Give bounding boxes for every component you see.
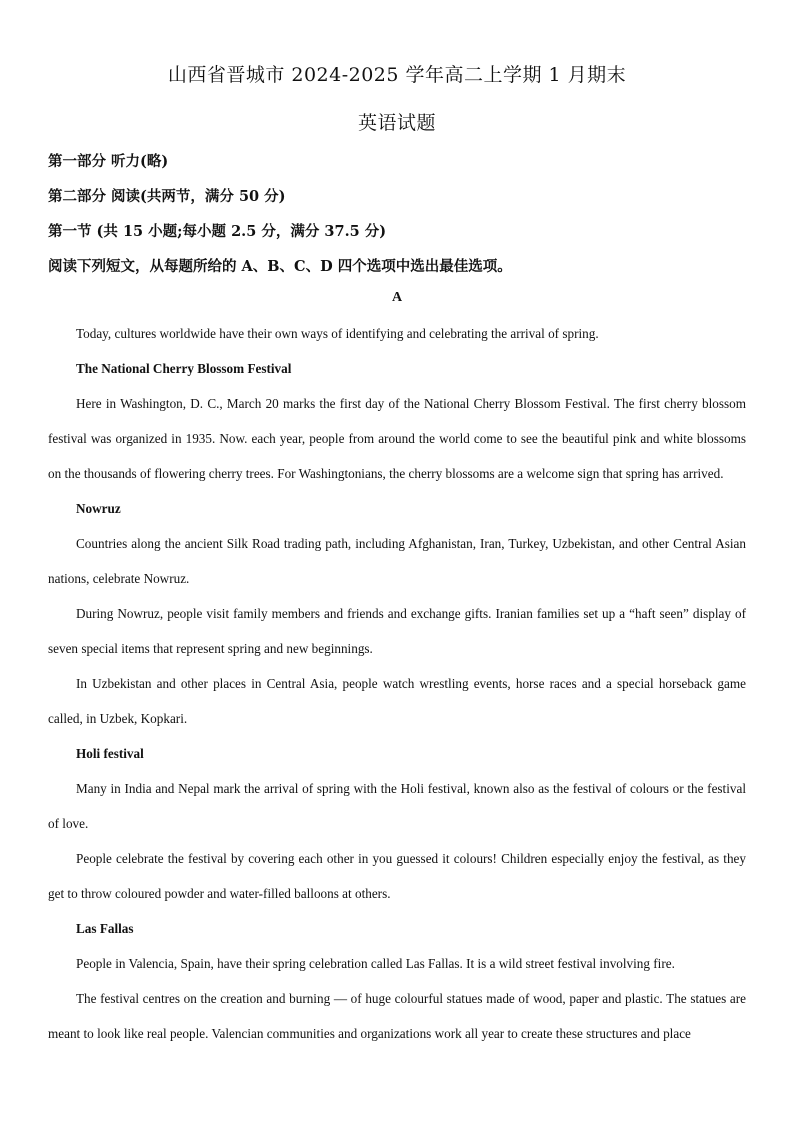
fallas-paragraph-2: The festival centres on the creation and burning — of huge colourful statues made of wood, paper and plastic. The statues are meant to look like real people. Valencian communities and organizations work all year to create these structures and place	[48, 991, 746, 1041]
nowruz-heading: Nowruz	[76, 501, 121, 516]
passage-label: A	[391, 290, 403, 305]
cherry-paragraph: Here in Washington, D. C., March 20 marks the first day of the National Cherry Blossom Festival. The first cherry blossom festival was organized in 1935. Now. each year, people from around the world come to see the beautiful pink and white blossoms on the thousands of flowering cherry trees. For Washingtonians, the cherry blossoms are a welcome sign that spring has arrived.	[48, 396, 746, 481]
holi-heading: Holi festival	[76, 746, 144, 761]
section1-heading: 第一节 (共 15 小题;每小题 2.5 分，满分 37.5 分)	[48, 223, 387, 240]
part2-heading: 第二部分 阅读(共两节，满分 50 分)	[48, 188, 286, 205]
document-title: 山西省晋城市 2024-2025 学年高二上学期 1 月期末	[167, 64, 627, 86]
intro-paragraph: Today, cultures worldwide have their own ways of identifying and celebrating the arrival of spring.	[76, 326, 599, 341]
holi-paragraph-1: Many in India and Nepal mark the arrival of spring with the Holi festival, known also as the festival of colours or the festival of love.	[48, 781, 746, 831]
nowruz-paragraph-2: During Nowruz, people visit family members and friends and exchange gifts. Iranian families set up a “haft seen” display of seven special items that represent spring and new beginnings.	[48, 606, 746, 656]
nowruz-paragraph-3: In Uzbekistan and other places in Central Asia, people watch wrestling events, horse races and a special horseback game called, in Uzbek, Kopkari.	[48, 676, 746, 726]
cherry-heading: The National Cherry Blossom Festival	[76, 361, 292, 376]
document-subtitle: 英语试题	[357, 112, 436, 134]
fallas-paragraph-1: People in Valencia, Spain, have their spring celebration called Las Fallas. It is a wild street festival involving fire.	[76, 956, 675, 971]
fallas-heading: Las Fallas	[76, 921, 134, 936]
part1-heading: 第一部分 听力(略)	[48, 153, 169, 170]
passage-body	[48, 316, 746, 1051]
holi-paragraph-2: People celebrate the festival by covering each other in you guessed it colours! Children especially enjoy the festival, as they get to throw coloured powder and water-filled balloons at others.	[48, 851, 746, 901]
instruction-text: 阅读下列短文，从每题所给的 A、B、C、D 四个选项中选出最佳选项。	[48, 258, 512, 275]
nowruz-paragraph-1: Countries along the ancient Silk Road trading path, including Afghanistan, Iran, Turkey, Uzbekistan, and other Central Asian nations, celebrate Nowruz.	[48, 536, 746, 586]
